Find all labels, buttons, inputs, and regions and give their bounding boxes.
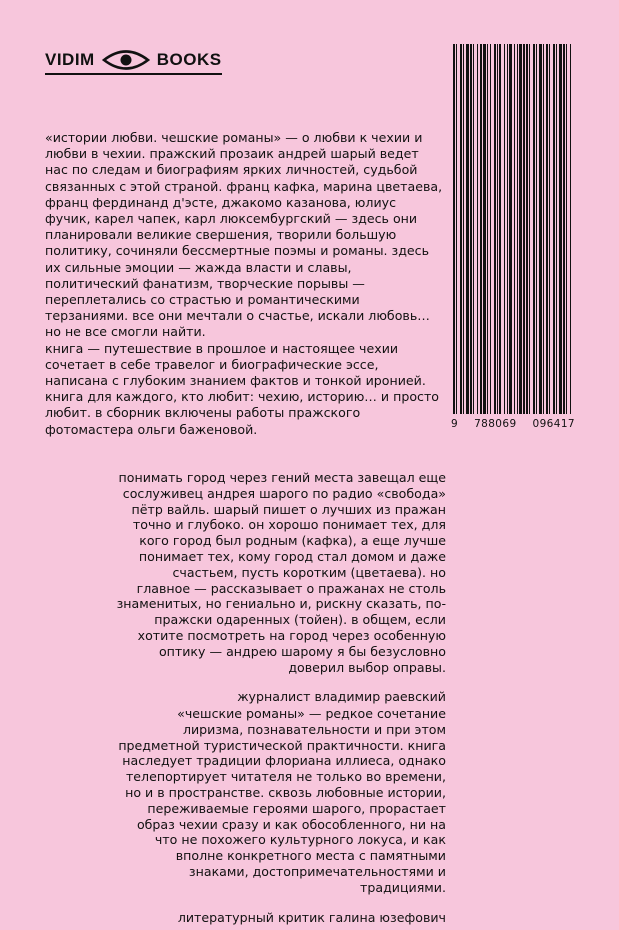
isbn-barcode bbox=[451, 44, 575, 430]
barcode-bar bbox=[526, 44, 528, 414]
barcode-bar bbox=[460, 44, 462, 414]
logo-underline bbox=[45, 73, 222, 75]
barcode-bar bbox=[553, 44, 555, 414]
barcode-bar bbox=[466, 44, 469, 414]
barcode-bar bbox=[480, 44, 482, 414]
barcode-bar bbox=[533, 44, 535, 414]
barcode-bar bbox=[509, 44, 512, 414]
barcode-bar bbox=[556, 44, 557, 414]
eye-icon bbox=[101, 47, 151, 73]
barcode-bar bbox=[494, 44, 496, 414]
blurb-paragraph-2: книга — путешествие в прошлое и настоящее чехии сочетает в себе травелог и биографические эссе, написана с глубоким знанием фактов и тонкой иронией. книга для каждого, кто любит: чехию, историю… и просто любит. в сборник включены работы пражского фотомастера ольги баженовой. bbox=[45, 340, 439, 437]
barcode-bar bbox=[539, 44, 542, 414]
blurb-paragraph-1: «истории любви. чешские романы» — о любви к чехии и любви в чехии. пражский прозаик андрей шарый ведет нас по следам и биографиям ярких личностей, судьбой связанных с этой страной. франц кафка, марина цветаева, франц фердинанд д'эсте, джакомо казанова, юлиус фучик, карел чапек, карл люксембургский — здесь они планировали великие свершения, творили большую политику, сочиняли бессмертные поэмы и романы. здесь их сильные эмоции — жажда власти и славы, политический фанатизм, творческие порывы — переплетались со страстью и романтическими терзаниями. все они мечтали о счастье, искали любовь… но не все смогли найти. bbox=[45, 130, 443, 340]
barcode-bar bbox=[499, 44, 501, 414]
barcode-bar bbox=[529, 44, 530, 414]
logo-text-vidim: VIDIM bbox=[45, 50, 95, 69]
barcode-bar bbox=[523, 44, 525, 414]
barcode-bar bbox=[470, 44, 472, 414]
logo-text-books: BOOKS bbox=[156, 50, 222, 69]
barcode-bar bbox=[473, 44, 474, 414]
barcode-bar bbox=[490, 44, 491, 414]
review-block-2 bbox=[116, 706, 446, 925]
publisher-logo bbox=[45, 47, 222, 73]
barcode-bar bbox=[570, 44, 571, 414]
review-text: понимать город через гений места завещал еще сослуживец андрея шарого по радио «свобода» пётр вайль. шарый пишет о лучших из пражан точно и глубоко. он хорошо понимает тех, для кого город был родным (кафка), а еще лучше понимает тех, кому город стал домом и даже счастьем, пусть коротким (цветаева). но главное — рассказывает о пражанах не столь знаменитых, но гениально и, рискну сказать, по-пражски одаренных (тойен). в общем, если хотите посмотреть на город через особенную оптику — андрею шарому я бы безусловно доверил выбор оправы. bbox=[116, 470, 446, 675]
barcode-bar bbox=[517, 44, 518, 414]
barcode-digits bbox=[451, 418, 575, 430]
barcode-bar bbox=[536, 44, 537, 414]
barcode-bar bbox=[549, 44, 550, 414]
barcode-digit-prefix: 9 bbox=[451, 418, 459, 430]
barcode-bar bbox=[543, 44, 544, 414]
barcode-bar bbox=[483, 44, 486, 414]
barcode-bar bbox=[507, 44, 508, 414]
barcode-bar bbox=[514, 44, 515, 414]
barcode-digit-group2: 096417 bbox=[532, 418, 575, 430]
barcode-bar bbox=[477, 44, 478, 414]
barcode-bar bbox=[456, 44, 457, 414]
book-blurb bbox=[45, 130, 445, 438]
barcode-bar bbox=[487, 44, 488, 414]
barcode-bar bbox=[504, 44, 505, 414]
barcode-bar bbox=[563, 44, 565, 414]
barcode-bar bbox=[566, 44, 567, 414]
review-author: литературный критик галина юзефович bbox=[177, 909, 446, 925]
review-block-1 bbox=[116, 470, 446, 705]
review-text: «чешские романы» — редкое сочетание лиризма, познавательности и при этом предметной туристической практичности. книга наследует традиции флориана иллиеса, однако телепортирует читателя не только во времени, но и в пространстве. сквозь любовные истории, переживаемые героями шарого, прорастает образ чехии сразу и как обособленного, ни на что не похожего культурного локуса, и как вполне конкретного места с памятными знаками, достопримечательностями и традициями. bbox=[118, 706, 446, 895]
barcode-bars bbox=[451, 44, 575, 414]
barcode-bar bbox=[546, 44, 548, 414]
barcode-digit-group1: 788069 bbox=[474, 418, 517, 430]
barcode-bar bbox=[463, 44, 464, 414]
barcode-bar bbox=[497, 44, 498, 414]
barcode-bar bbox=[559, 44, 562, 414]
barcode-bar bbox=[519, 44, 522, 414]
barcode-bar bbox=[453, 44, 455, 414]
review-author: журналист владимир раевский bbox=[237, 689, 446, 705]
